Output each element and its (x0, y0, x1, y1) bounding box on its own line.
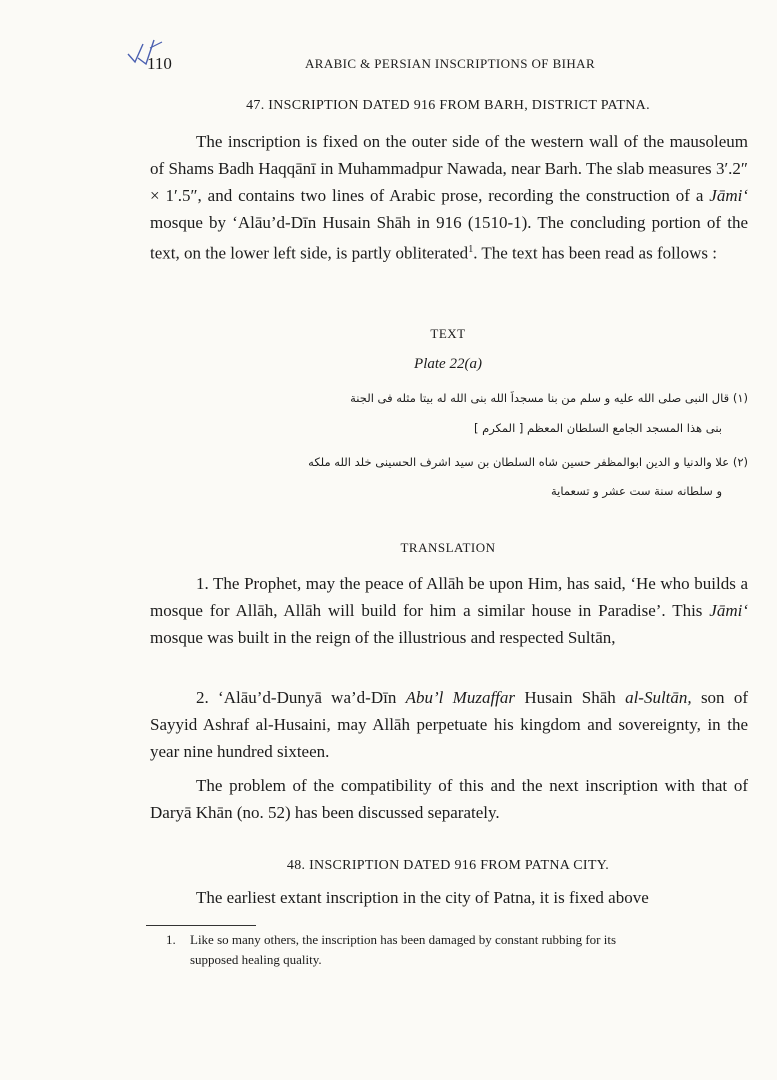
page-number: 110 (147, 54, 172, 73)
arabic-line-3: (۲) علا والدنیا و الدین ابوالمظفر حسین شاه السلطان بن سید اشرف الحسینی خلد الله ملکه (308, 455, 748, 469)
footnote-marker: 1 (468, 244, 474, 255)
translation-line-1: 1. The Prophet, may the peace of Allāh be upon Him, has said, ‘He who builds a mosque for Allāh, Allāh will build for him a similar house in Paradise’. This Jāmi‘ mosque was built in the reign of the illustrious and respected Sultān, (150, 574, 748, 647)
footnote-number: 1. (166, 932, 176, 947)
text-label: TEXT (430, 326, 466, 341)
translation-line-2: 2. ‘Alāu’d-Dunyā wa’d-Dīn Abu’l Muzaffar Husain Shāh al-Sultān, son of Sayyid Ashraf al-Husaini, may Allāh perpetuate his kingdom and sovereignty, in the year nine hundred sixteen. (150, 688, 749, 761)
arabic-line-1: (۱) قال النبی صلی الله علیه و سلم من بنا مسجداً الله بنی الله له بیتا مثله فی الجنة (350, 391, 748, 405)
section-48-intro: The earliest extant inscription in the city of Patna, it is fixed above (196, 888, 649, 907)
footnote-divider (146, 925, 256, 926)
compatibility-note: The problem of the compatibility of this and the next inscription with that of Daryā Khān (no. 52) has been discussed separately. (150, 776, 748, 822)
arabic-line-4: و سلطانه سنة ست عشر و تسعمایة (551, 484, 722, 498)
running-title: ARABIC & PERSIAN INSCRIPTIONS OF BIHAR (304, 56, 596, 71)
translation-label: TRANSLATION (400, 540, 496, 555)
arabic-line-2: بنی هذا المسجد الجامع السلطان المعظم [ المکرم ] (473, 421, 722, 435)
plate-label: Plate 22(a) (414, 356, 482, 372)
footnote: 1. Like so many others, the inscription has been damaged by constant rubbing for its supposed healing quality. (166, 932, 617, 967)
section-47-intro: The inscription is fixed on the outer side of the western wall of the mausoleum of Shams Badh Haqqānī in Muhammadpur Nawada, near Barh. The slab measures 3′.2″ × 1′.5″, and contains two lines of Arabic prose, recording the construction of a Jāmi‘ mosque by ‘Alāu’d-Dīn Husain Shāh in 916 (1510-1). The concluding portion of the text, on the lower left side, is partly obliterated$^1$. The text has been read as follows : (150, 132, 748, 263)
section-heading-48: 48. INSCRIPTION DATED 916 FROM PATNA CITY. (286, 858, 610, 873)
section-heading-47: 47. INSCRIPTION DATED 916 FROM BARH, DISTRICT PATNA. (246, 98, 650, 113)
